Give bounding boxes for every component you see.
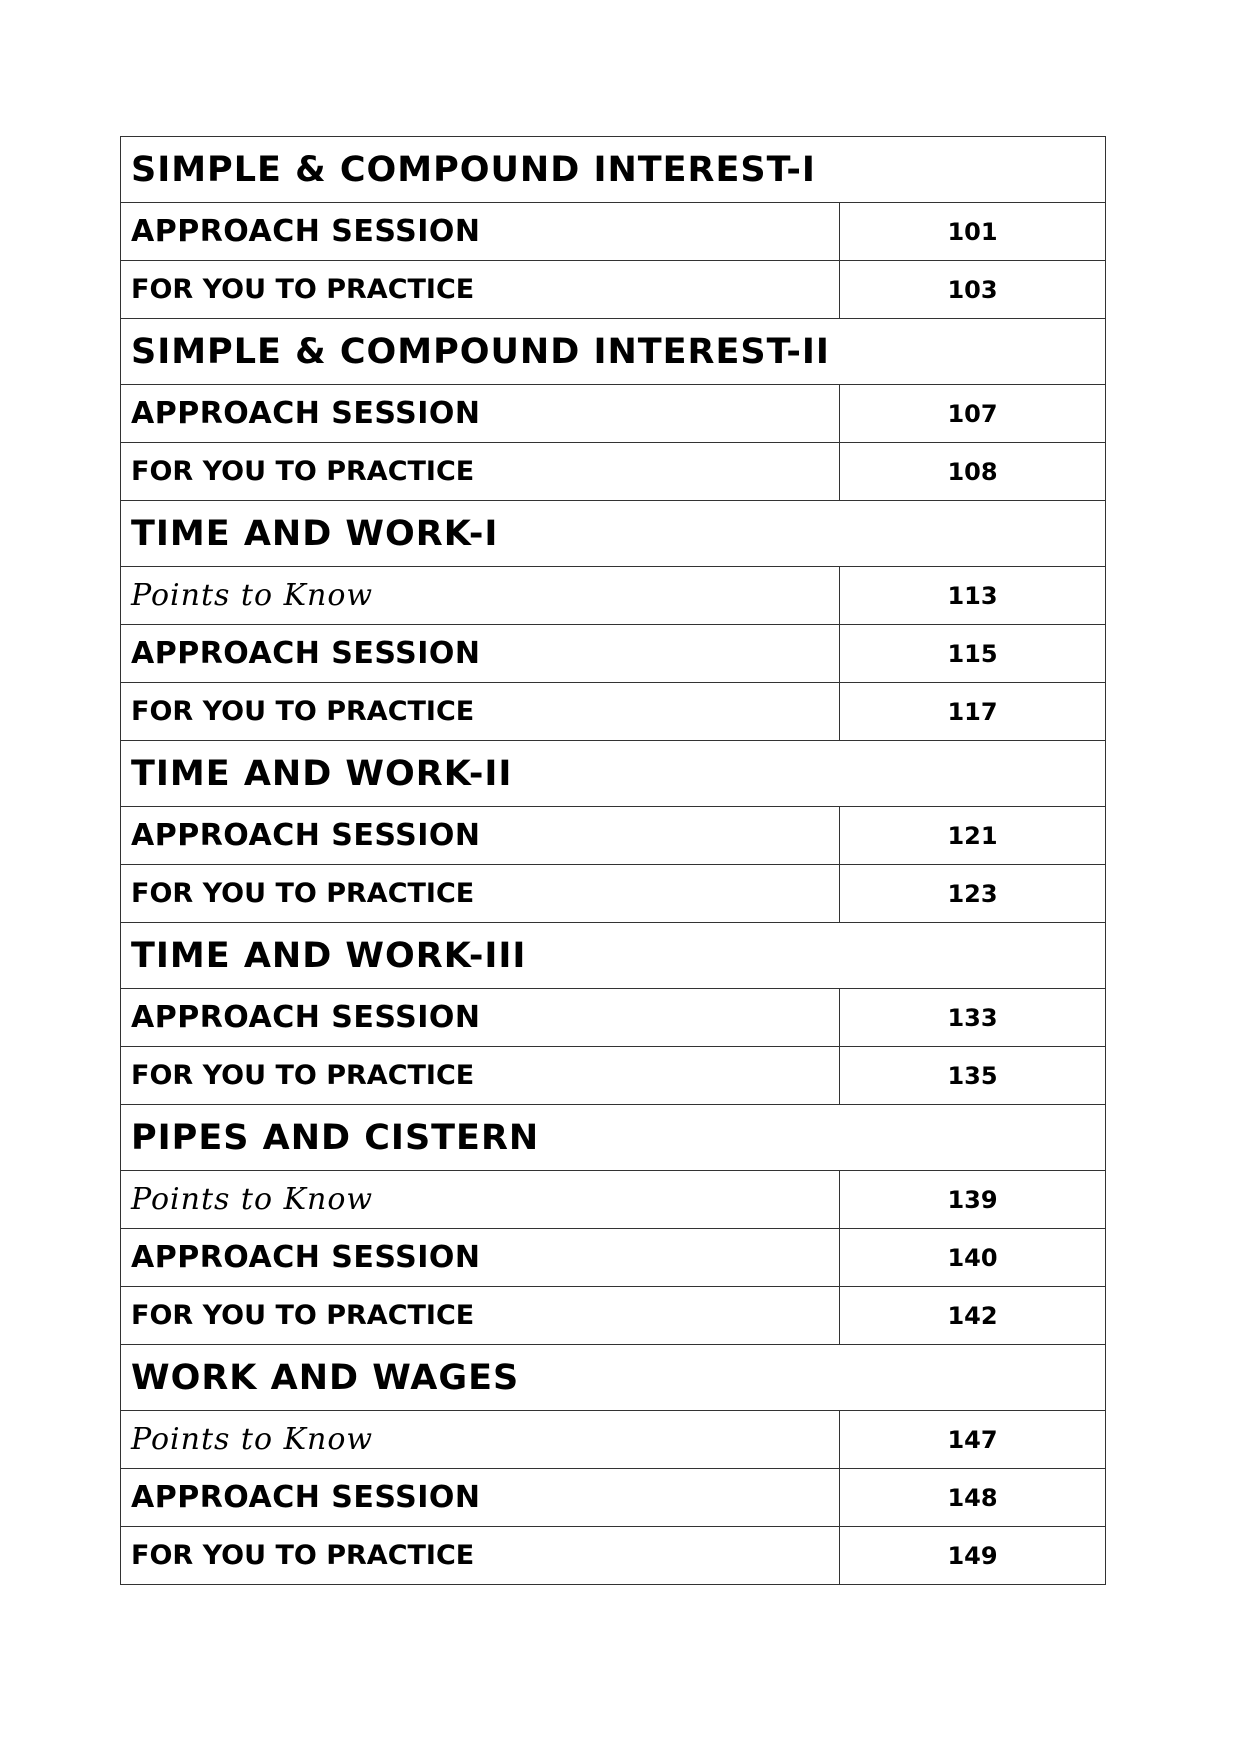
toc-entry-page-number: 121: [840, 807, 1106, 865]
toc-entry-row: [121, 1171, 1106, 1229]
toc-entry-row: [121, 1229, 1106, 1287]
toc-entry-page-number: 108: [840, 443, 1106, 501]
toc-entry-page-number: 135: [840, 1047, 1106, 1105]
toc-entry-row: [121, 261, 1106, 319]
toc-entry-row: [121, 1411, 1106, 1469]
toc-entry-page-number: 117: [840, 683, 1106, 741]
toc-entry-row: [121, 385, 1106, 443]
toc-entry-label: Points to Know: [121, 1171, 840, 1229]
section-row: [121, 923, 1106, 989]
toc-entry-page-number: 147: [840, 1411, 1106, 1469]
toc-entry-page-number: 133: [840, 989, 1106, 1047]
toc-entry-page-number: 123: [840, 865, 1106, 923]
section-row: [121, 137, 1106, 203]
toc-entry-label: APPROACH SESSION: [121, 385, 840, 443]
section-title: PIPES AND CISTERN: [121, 1105, 1106, 1171]
toc-entry-page-number: 101: [840, 203, 1106, 261]
toc-entry-page-number: 142: [840, 1287, 1106, 1345]
toc-entry-page-number: 149: [840, 1527, 1106, 1585]
section-title: SIMPLE & COMPOUND INTEREST-II: [121, 319, 1106, 385]
section-title: TIME AND WORK-III: [121, 923, 1106, 989]
section-row: [121, 741, 1106, 807]
toc-entry-row: [121, 807, 1106, 865]
toc-entry-row: [121, 625, 1106, 683]
toc-entry-label: FOR YOU TO PRACTICE: [121, 1527, 840, 1585]
toc-entry-row: [121, 567, 1106, 625]
section-title: TIME AND WORK-I: [121, 501, 1106, 567]
toc-entry-page-number: 103: [840, 261, 1106, 319]
section-row: [121, 1105, 1106, 1171]
toc-entry-label: APPROACH SESSION: [121, 989, 840, 1047]
toc-entry-page-number: 107: [840, 385, 1106, 443]
toc-entry-row: [121, 203, 1106, 261]
toc-entry-row: [121, 443, 1106, 501]
section-title: TIME AND WORK-II: [121, 741, 1106, 807]
toc-entry-page-number: 148: [840, 1469, 1106, 1527]
toc-entry-label: FOR YOU TO PRACTICE: [121, 683, 840, 741]
toc-entry-page-number: 140: [840, 1229, 1106, 1287]
section-title: SIMPLE & COMPOUND INTEREST-I: [121, 137, 1106, 203]
section-title: WORK AND WAGES: [121, 1345, 1106, 1411]
toc-entry-label: FOR YOU TO PRACTICE: [121, 261, 840, 319]
toc-entry-label: FOR YOU TO PRACTICE: [121, 1047, 840, 1105]
toc-entry-label: FOR YOU TO PRACTICE: [121, 443, 840, 501]
toc-body: [121, 137, 1106, 1585]
toc-entry-label: APPROACH SESSION: [121, 625, 840, 683]
toc-entry-label: APPROACH SESSION: [121, 203, 840, 261]
toc-entry-label: Points to Know: [121, 567, 840, 625]
toc-entry-row: [121, 683, 1106, 741]
toc-entry-label: Points to Know: [121, 1411, 840, 1469]
table-of-contents: [120, 136, 1106, 1585]
section-row: [121, 501, 1106, 567]
toc-entry-row: [121, 1469, 1106, 1527]
toc-entry-page-number: 139: [840, 1171, 1106, 1229]
toc-entry-label: FOR YOU TO PRACTICE: [121, 865, 840, 923]
toc-entry-row: [121, 1287, 1106, 1345]
section-row: [121, 319, 1106, 385]
toc-entry-row: [121, 1047, 1106, 1105]
toc-entry-row: [121, 989, 1106, 1047]
toc-entry-row: [121, 865, 1106, 923]
toc-entry-label: APPROACH SESSION: [121, 1229, 840, 1287]
toc-entry-page-number: 113: [840, 567, 1106, 625]
toc-entry-page-number: 115: [840, 625, 1106, 683]
toc-entry-row: [121, 1527, 1106, 1585]
section-row: [121, 1345, 1106, 1411]
toc-entry-label: APPROACH SESSION: [121, 807, 840, 865]
toc-entry-label: APPROACH SESSION: [121, 1469, 840, 1527]
toc-entry-label: FOR YOU TO PRACTICE: [121, 1287, 840, 1345]
